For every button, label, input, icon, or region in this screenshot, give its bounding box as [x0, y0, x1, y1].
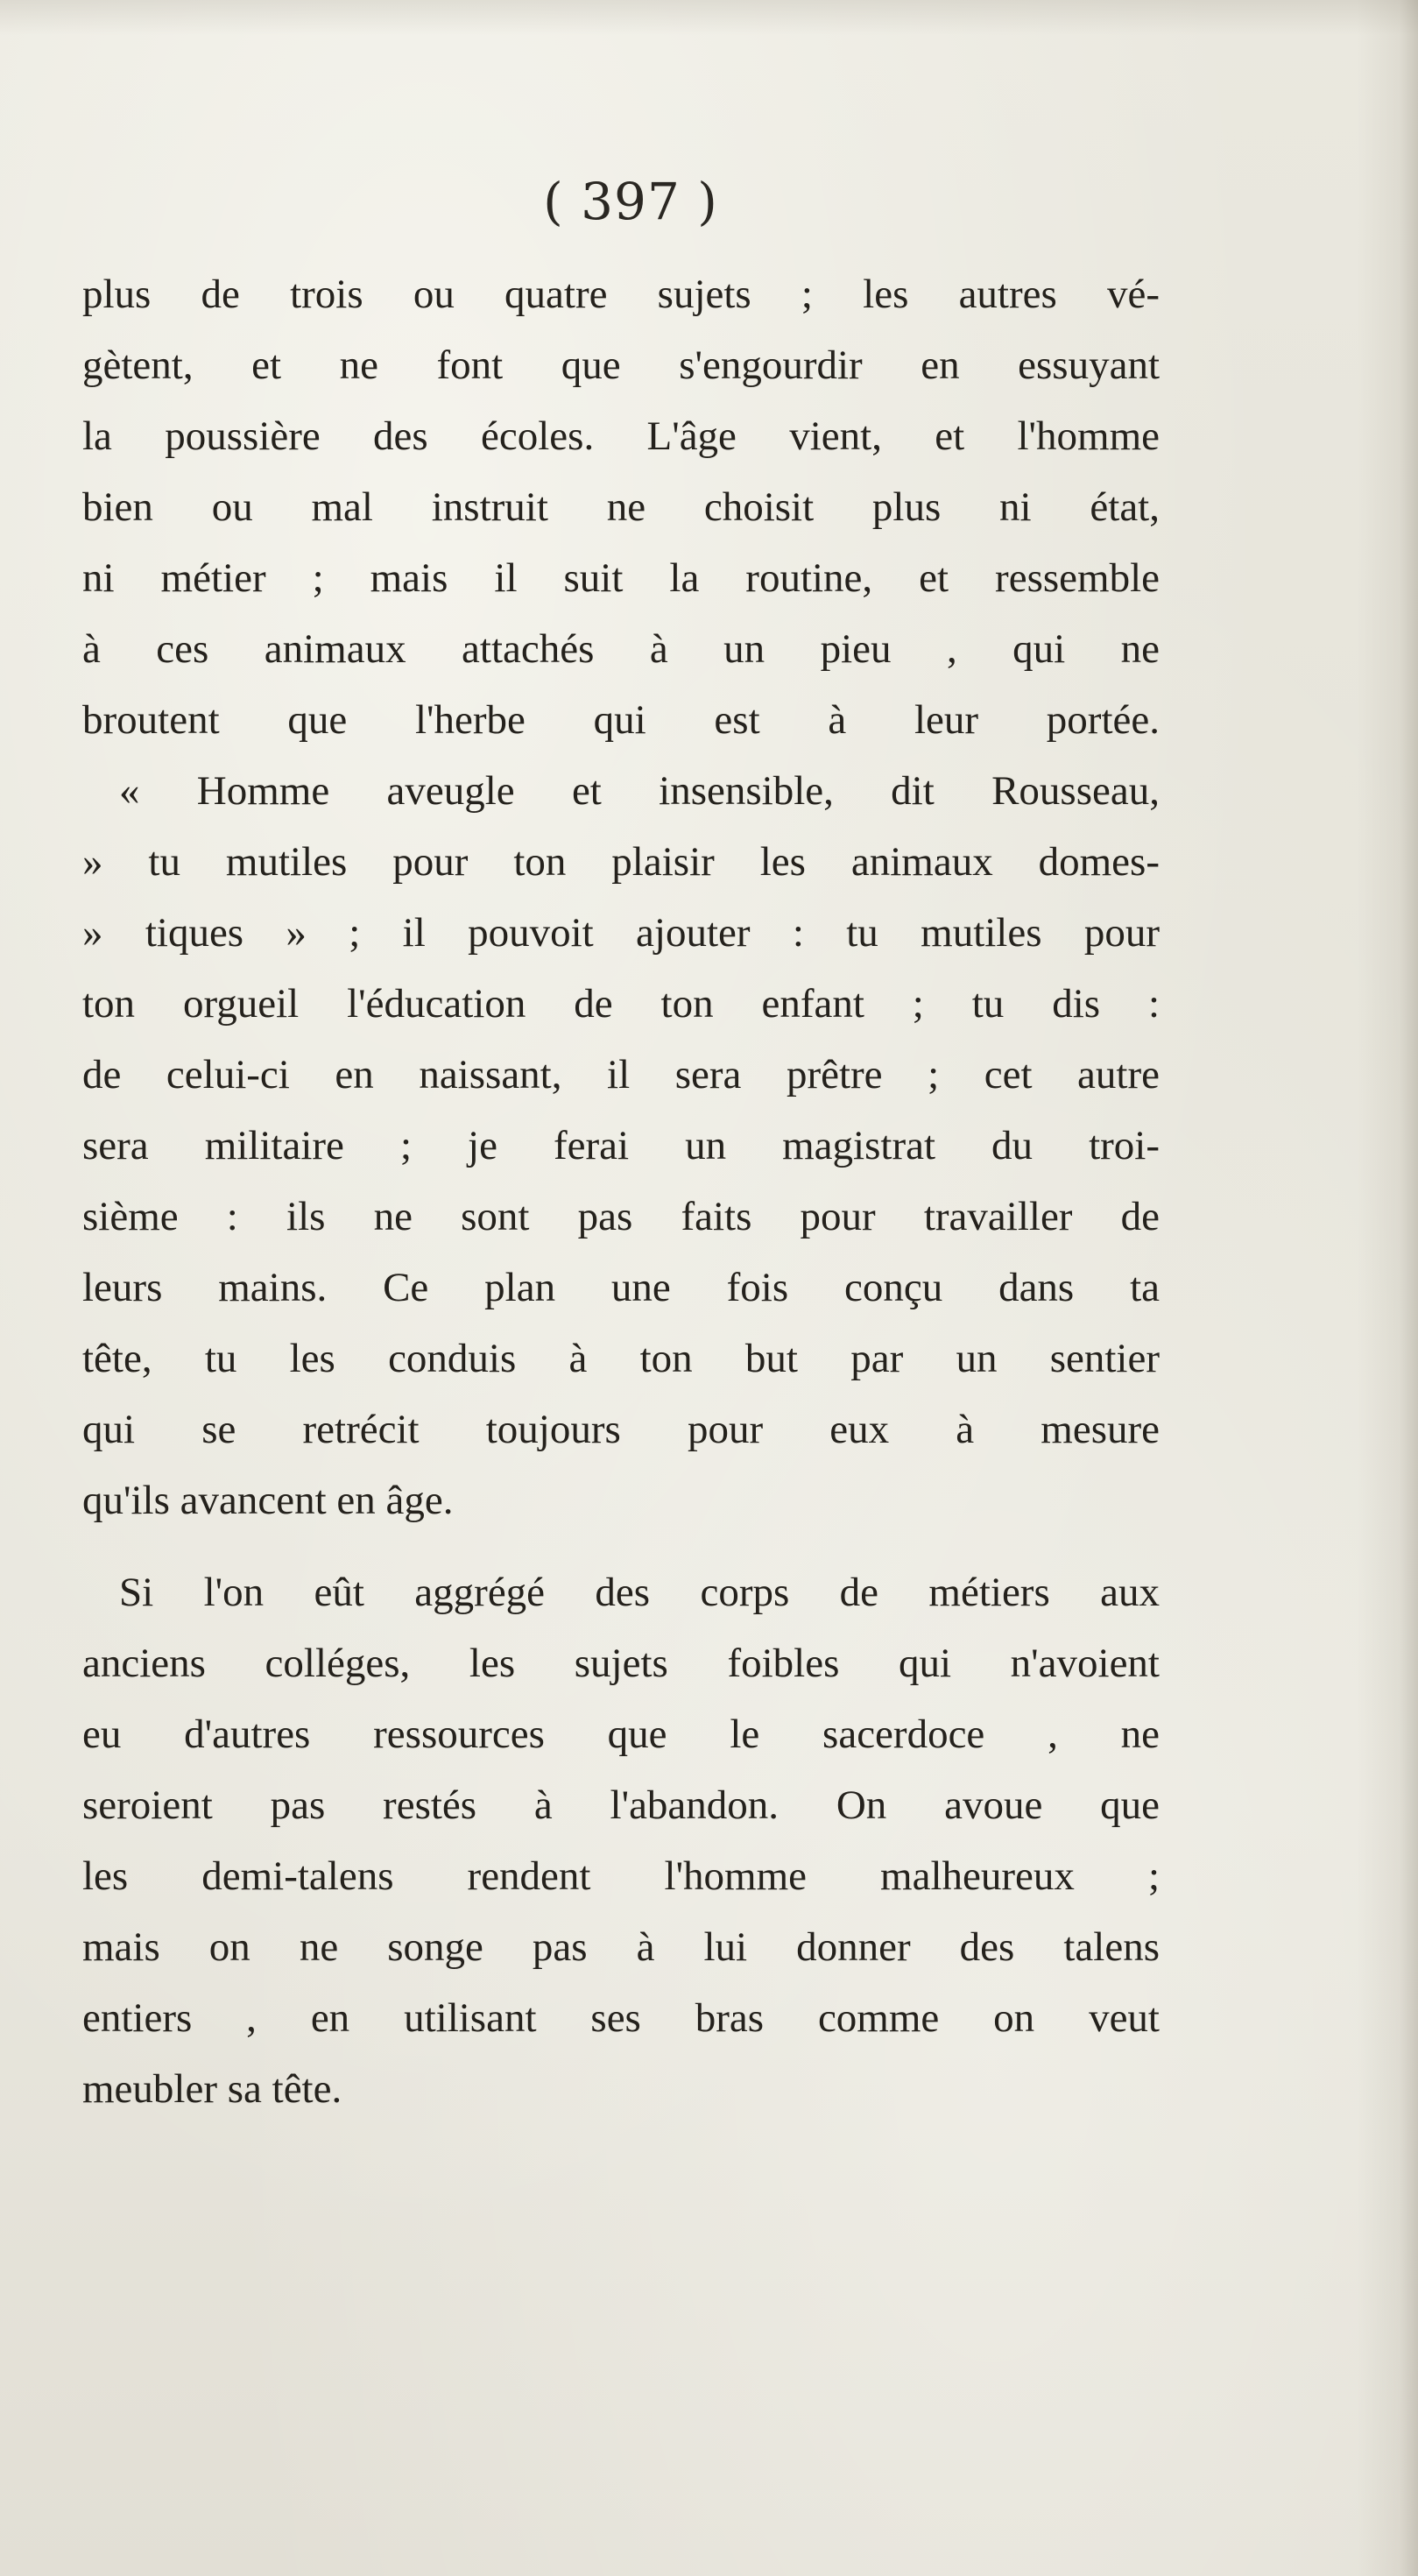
text-line: les demi-talens rendent l'homme malheureux ; [82, 1853, 1160, 1899]
text-line: mais on ne songe pas à lui donner des talens [82, 1924, 1160, 1970]
text-line: sième : ils ne sont pas faits pour travailler de [82, 1194, 1160, 1239]
body-text [82, 259, 1160, 2125]
text-line: » tiques » ; il pouvoit ajouter : tu mutiles pour [82, 910, 1160, 956]
text-line: leurs mains. Ce plan une fois conçu dans ta [82, 1265, 1160, 1310]
text-line: seroient pas restés à l'abandon. On avoue que [82, 1782, 1160, 1828]
text-line: ni métier ; mais il suit la routine, et ressemble [82, 555, 1160, 601]
text-line: Si l'on eût aggrégé des corps de métiers aux [119, 1570, 1160, 1615]
text-line: eu d'autres ressources que le sacerdoce , ne [82, 1711, 1160, 1757]
text-line: tête, tu les conduis à ton but par un sentier [82, 1336, 1160, 1381]
text-line: plus de trois ou quatre sujets ; les autres vé- [82, 272, 1160, 317]
text-line: » tu mutiles pour ton plaisir les animaux domes- [82, 839, 1160, 885]
text-line: qu'ils avancent en âge. [82, 1478, 454, 1523]
text-line: entiers , en utilisant ses bras comme on veut [82, 1995, 1160, 2041]
paragraph-spacer [82, 1536, 1160, 1557]
text-line: gètent, et ne font que s'engourdir en essuyant [82, 342, 1160, 388]
text-line: broutent que l'herbe qui est à leur portée. [82, 697, 1160, 743]
text-line: à ces animaux attachés à un pieu , qui ne [82, 626, 1160, 672]
text-line: qui se retrécit toujours pour eux à mesure [82, 1407, 1160, 1452]
text-line: bien ou mal instruit ne choisit plus ni état, [82, 484, 1160, 530]
text-line: anciens colléges, les sujets foibles qui n'avoient [82, 1641, 1160, 1686]
text-line: la poussière des écoles. L'âge vient, et l'homme [82, 413, 1160, 459]
paragraph-1 [82, 259, 1160, 756]
page-edge-shadow-right [1357, 0, 1418, 2576]
text-line: meubler sa tête. [82, 2066, 342, 2112]
paragraph-2 [82, 756, 1160, 1536]
page-edge-shadow-top [0, 0, 1418, 35]
page-number: ( 397 ) [543, 172, 718, 231]
text-line: sera militaire ; je ferai un magistrat du troi- [82, 1123, 1160, 1168]
text-line: de celui-ci en naissant, il sera prêtre ; cet autre [82, 1052, 1160, 1097]
text-line: ton orgueil l'éducation de ton enfant ; tu dis : [82, 981, 1160, 1027]
text-line: « Homme aveugle et insensible, dit Rousseau, [119, 768, 1160, 814]
paragraph-3 [82, 1557, 1160, 2125]
